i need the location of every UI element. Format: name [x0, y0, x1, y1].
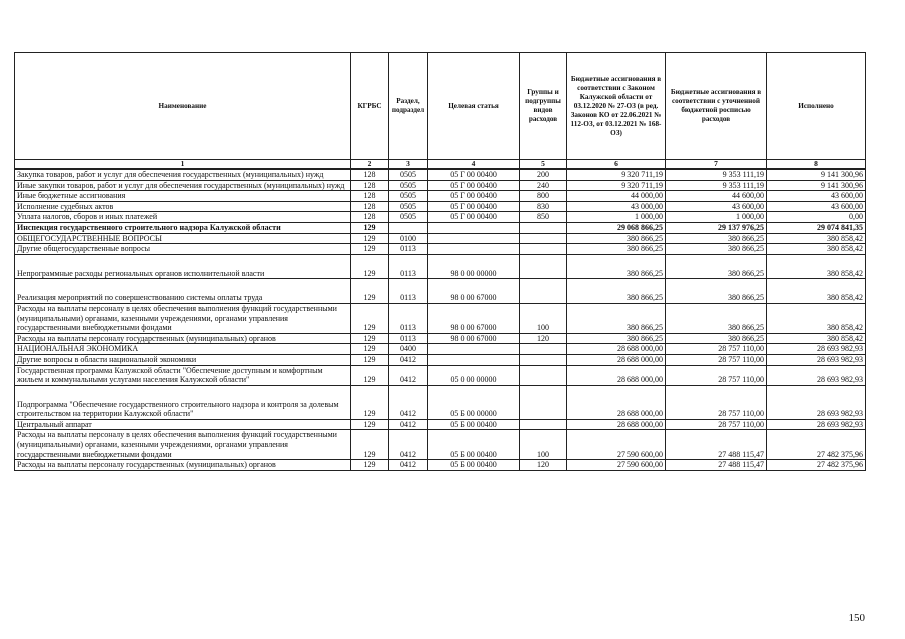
- cell-law-amount: 380 866,25: [567, 233, 666, 244]
- cell-refined-amount: 380 866,25: [666, 244, 767, 255]
- column-number-row: [15, 160, 866, 170]
- table-row: [15, 254, 866, 279]
- cell-kgrbs: 129: [351, 419, 389, 430]
- cell-executed-amount: 380 858,42: [767, 233, 866, 244]
- cell-refined-amount: 27 488 115,47: [666, 460, 767, 471]
- cell-refined-amount: 9 353 111,19: [666, 180, 767, 191]
- cell-law-amount: 27 590 600,00: [567, 460, 666, 471]
- page-number: 150: [848, 612, 865, 624]
- cell-law-amount: 43 000,00: [567, 201, 666, 212]
- cell-kgrbs: 129: [351, 279, 389, 304]
- cell-name: Государственная программа Калужской области "Обеспечение доступным и комфортным жильем и коммунальными услугами населения Калужской области": [15, 365, 351, 385]
- cell-refined-amount: 28 757 110,00: [666, 354, 767, 365]
- cell-executed-amount: 9 141 300,96: [767, 180, 866, 191]
- cell-executed-amount: 380 858,42: [767, 303, 866, 333]
- cell-kgrbs: 129: [351, 385, 389, 419]
- header-section: Раздел, подраздел: [389, 53, 428, 160]
- header-refined-allocations: Бюджетные ассигнования в соответствии с уточненной бюджетной росписью расходов: [666, 53, 767, 160]
- cell-group: [520, 344, 567, 355]
- cell-group: 240: [520, 180, 567, 191]
- cell-target: [428, 233, 520, 244]
- table-row: [15, 303, 866, 333]
- cell-executed-amount: 43 600,00: [767, 191, 866, 202]
- table-row: [15, 333, 866, 344]
- cell-kgrbs: 129: [351, 365, 389, 385]
- cell-target: [428, 354, 520, 365]
- cell-name: Расходы на выплаты персоналу государственных (муниципальных) органов: [15, 333, 351, 344]
- table-row: [15, 244, 866, 255]
- cell-group: [520, 233, 567, 244]
- cell-group: [520, 279, 567, 304]
- cell-target: 05 Г 00 00400: [428, 212, 520, 223]
- cell-refined-amount: 380 866,25: [666, 333, 767, 344]
- cell-executed-amount: 380 858,42: [767, 244, 866, 255]
- cell-target: 98 0 00 67000: [428, 333, 520, 344]
- column-number: 5: [520, 160, 567, 170]
- table-row: [15, 180, 866, 191]
- cell-name: ОБЩЕГОСУДАРСТВЕННЫЕ ВОПРОСЫ: [15, 233, 351, 244]
- cell-kgrbs: 129: [351, 460, 389, 471]
- cell-law-amount: 44 000,00: [567, 191, 666, 202]
- cell-law-amount: 28 688 000,00: [567, 365, 666, 385]
- cell-executed-amount: 29 074 841,35: [767, 222, 866, 233]
- header-law-allocations: Бюджетные ассигнования в соответствии с Законом Калужской области от 03.12.2020 № 27-ОЗ (в ред. Законов КО от 22.06.2021 № 112-ОЗ, от 03.12.2021 № 168-ОЗ): [567, 53, 666, 160]
- cell-executed-amount: 43 600,00: [767, 201, 866, 212]
- cell-refined-amount: 28 757 110,00: [666, 385, 767, 419]
- table-row: [15, 344, 866, 355]
- budget-table: [14, 52, 866, 471]
- cell-target: 05 Г 00 00400: [428, 169, 520, 180]
- cell-section: [389, 222, 428, 233]
- cell-executed-amount: 28 693 982,93: [767, 354, 866, 365]
- table-row: [15, 365, 866, 385]
- header-target: Целевая статья: [428, 53, 520, 160]
- cell-name: Инспекция государственного строительного надзора Калужской области: [15, 222, 351, 233]
- cell-section: 0505: [389, 201, 428, 212]
- cell-refined-amount: 27 488 115,47: [666, 430, 767, 460]
- header-name: Наименование: [15, 53, 351, 160]
- table-row: [15, 354, 866, 365]
- cell-group: 100: [520, 303, 567, 333]
- cell-executed-amount: 28 693 982,93: [767, 365, 866, 385]
- cell-law-amount: 9 320 711,19: [567, 169, 666, 180]
- cell-target: [428, 222, 520, 233]
- cell-law-amount: 9 320 711,19: [567, 180, 666, 191]
- table-row: [15, 212, 866, 223]
- cell-executed-amount: 0,00: [767, 212, 866, 223]
- cell-refined-amount: 380 866,25: [666, 279, 767, 304]
- column-number: 4: [428, 160, 520, 170]
- cell-law-amount: 1 000,00: [567, 212, 666, 223]
- cell-name: Иные бюджетные ассигнования: [15, 191, 351, 202]
- cell-target: [428, 344, 520, 355]
- cell-group: [520, 419, 567, 430]
- cell-group: 200: [520, 169, 567, 180]
- cell-executed-amount: 380 858,42: [767, 333, 866, 344]
- cell-section: 0412: [389, 365, 428, 385]
- cell-section: 0113: [389, 333, 428, 344]
- cell-kgrbs: 129: [351, 233, 389, 244]
- cell-kgrbs: 129: [351, 303, 389, 333]
- cell-section: 0412: [389, 385, 428, 419]
- header-kgrbs: КГРБС: [351, 53, 389, 160]
- cell-target: [428, 244, 520, 255]
- cell-section: 0505: [389, 191, 428, 202]
- table-row: [15, 201, 866, 212]
- header-executed: Исполнено: [767, 53, 866, 160]
- table-row: [15, 430, 866, 460]
- cell-group: [520, 254, 567, 279]
- cell-group: [520, 354, 567, 365]
- cell-section: 0400: [389, 344, 428, 355]
- cell-refined-amount: 1 000,00: [666, 212, 767, 223]
- cell-group: 850: [520, 212, 567, 223]
- cell-law-amount: 29 068 866,25: [567, 222, 666, 233]
- cell-target: 05 Б 00 00400: [428, 419, 520, 430]
- table-row: [15, 279, 866, 304]
- cell-kgrbs: 129: [351, 430, 389, 460]
- cell-name: Другие вопросы в области национальной экономики: [15, 354, 351, 365]
- cell-executed-amount: 28 693 982,93: [767, 344, 866, 355]
- table-row: [15, 191, 866, 202]
- table-row: [15, 169, 866, 180]
- cell-law-amount: 380 866,25: [567, 279, 666, 304]
- cell-section: 0113: [389, 254, 428, 279]
- cell-section: 0412: [389, 354, 428, 365]
- cell-name: Расходы на выплаты персоналу государственных (муниципальных) органов: [15, 460, 351, 471]
- cell-section: 0100: [389, 233, 428, 244]
- column-number: 1: [15, 160, 351, 170]
- cell-refined-amount: 28 757 110,00: [666, 344, 767, 355]
- table-row: [15, 222, 866, 233]
- cell-name: НАЦИОНАЛЬНАЯ ЭКОНОМИКА: [15, 344, 351, 355]
- cell-law-amount: 380 866,25: [567, 303, 666, 333]
- cell-executed-amount: 380 858,42: [767, 279, 866, 304]
- cell-target: 05 Г 00 00400: [428, 201, 520, 212]
- column-number: 8: [767, 160, 866, 170]
- cell-name: Закупка товаров, работ и услуг для обеспечения государственных (муниципальных) нужд: [15, 169, 351, 180]
- cell-section: 0412: [389, 460, 428, 471]
- cell-refined-amount: 9 353 111,19: [666, 169, 767, 180]
- cell-law-amount: 380 866,25: [567, 254, 666, 279]
- cell-refined-amount: 28 757 110,00: [666, 365, 767, 385]
- cell-section: 0505: [389, 169, 428, 180]
- cell-executed-amount: 28 693 982,93: [767, 385, 866, 419]
- cell-law-amount: 28 688 000,00: [567, 344, 666, 355]
- cell-section: 0113: [389, 279, 428, 304]
- table-body: [15, 169, 866, 470]
- cell-executed-amount: 9 141 300,96: [767, 169, 866, 180]
- cell-law-amount: 28 688 000,00: [567, 385, 666, 419]
- cell-name: Реализация мероприятий по совершенствованию системы оплаты труда: [15, 279, 351, 304]
- cell-law-amount: 28 688 000,00: [567, 419, 666, 430]
- column-number: 3: [389, 160, 428, 170]
- cell-group: 800: [520, 191, 567, 202]
- cell-kgrbs: 128: [351, 169, 389, 180]
- cell-refined-amount: 380 866,25: [666, 303, 767, 333]
- cell-name: Другие общегосударственные вопросы: [15, 244, 351, 255]
- table-header: [15, 53, 866, 170]
- table-row: [15, 419, 866, 430]
- cell-group: [520, 222, 567, 233]
- cell-group: [520, 385, 567, 419]
- cell-section: 0412: [389, 419, 428, 430]
- cell-name: Расходы на выплаты персоналу в целях обеспечения выполнения функций государственными (муниципальными) органами, казенными учреждениями, органами управления государственными внебюджетными фондами: [15, 303, 351, 333]
- cell-group: 100: [520, 430, 567, 460]
- cell-group: 120: [520, 460, 567, 471]
- cell-name: Центральный аппарат: [15, 419, 351, 430]
- cell-executed-amount: 27 482 375,96: [767, 430, 866, 460]
- cell-section: 0505: [389, 180, 428, 191]
- cell-target: 05 Г 00 00400: [428, 191, 520, 202]
- cell-refined-amount: 44 600,00: [666, 191, 767, 202]
- cell-group: [520, 244, 567, 255]
- cell-name: Иные закупки товаров, работ и услуг для обеспечения государственных (муниципальных) нужд: [15, 180, 351, 191]
- cell-section: 0113: [389, 244, 428, 255]
- cell-law-amount: 380 866,25: [567, 333, 666, 344]
- cell-group: 830: [520, 201, 567, 212]
- cell-refined-amount: 28 757 110,00: [666, 419, 767, 430]
- cell-target: 05 Б 00 00400: [428, 430, 520, 460]
- table-row: [15, 460, 866, 471]
- cell-section: 0505: [389, 212, 428, 223]
- cell-section: 0113: [389, 303, 428, 333]
- cell-target: 05 Г 00 00400: [428, 180, 520, 191]
- cell-executed-amount: 380 858,42: [767, 254, 866, 279]
- cell-group: 120: [520, 333, 567, 344]
- table-row: [15, 385, 866, 419]
- column-number: 7: [666, 160, 767, 170]
- cell-law-amount: 28 688 000,00: [567, 354, 666, 365]
- cell-law-amount: 27 590 600,00: [567, 430, 666, 460]
- cell-name: Уплата налогов, сборов и иных платежей: [15, 212, 351, 223]
- table-row: [15, 233, 866, 244]
- cell-kgrbs: 128: [351, 212, 389, 223]
- cell-group: [520, 365, 567, 385]
- cell-executed-amount: 28 693 982,93: [767, 419, 866, 430]
- cell-target: 05 Б 00 00400: [428, 460, 520, 471]
- cell-executed-amount: 27 482 375,96: [767, 460, 866, 471]
- cell-target: 98 0 00 00000: [428, 254, 520, 279]
- cell-kgrbs: 129: [351, 344, 389, 355]
- cell-target: 05 0 00 00000: [428, 365, 520, 385]
- cell-name: Расходы на выплаты персоналу в целях обеспечения выполнения функций государственными (муниципальными) органами, казенными учреждениями, органами управления государственными внебюджетными фондами: [15, 430, 351, 460]
- header-groups: Группы и подгруппы видов расходов: [520, 53, 567, 160]
- cell-refined-amount: 380 866,25: [666, 233, 767, 244]
- cell-kgrbs: 129: [351, 254, 389, 279]
- cell-kgrbs: 129: [351, 354, 389, 365]
- cell-name: Подпрограмма "Обеспечение государственного строительного надзора и контроля за долевым строительством на территории Калужской области": [15, 385, 351, 419]
- cell-kgrbs: 128: [351, 191, 389, 202]
- cell-refined-amount: 43 600,00: [666, 201, 767, 212]
- cell-name: Непрограммные расходы региональных органов исполнительной власти: [15, 254, 351, 279]
- cell-target: 05 Б 00 00000: [428, 385, 520, 419]
- cell-target: 98 0 00 67000: [428, 303, 520, 333]
- cell-kgrbs: 129: [351, 333, 389, 344]
- cell-name: Исполнение судебных актов: [15, 201, 351, 212]
- cell-kgrbs: 128: [351, 180, 389, 191]
- cell-kgrbs: 129: [351, 244, 389, 255]
- cell-target: 98 0 00 67000: [428, 279, 520, 304]
- column-number: 2: [351, 160, 389, 170]
- cell-refined-amount: 380 866,25: [666, 254, 767, 279]
- cell-kgrbs: 128: [351, 201, 389, 212]
- cell-kgrbs: 129: [351, 222, 389, 233]
- column-number: 6: [567, 160, 666, 170]
- cell-refined-amount: 29 137 976,25: [666, 222, 767, 233]
- cell-section: 0412: [389, 430, 428, 460]
- cell-law-amount: 380 866,25: [567, 244, 666, 255]
